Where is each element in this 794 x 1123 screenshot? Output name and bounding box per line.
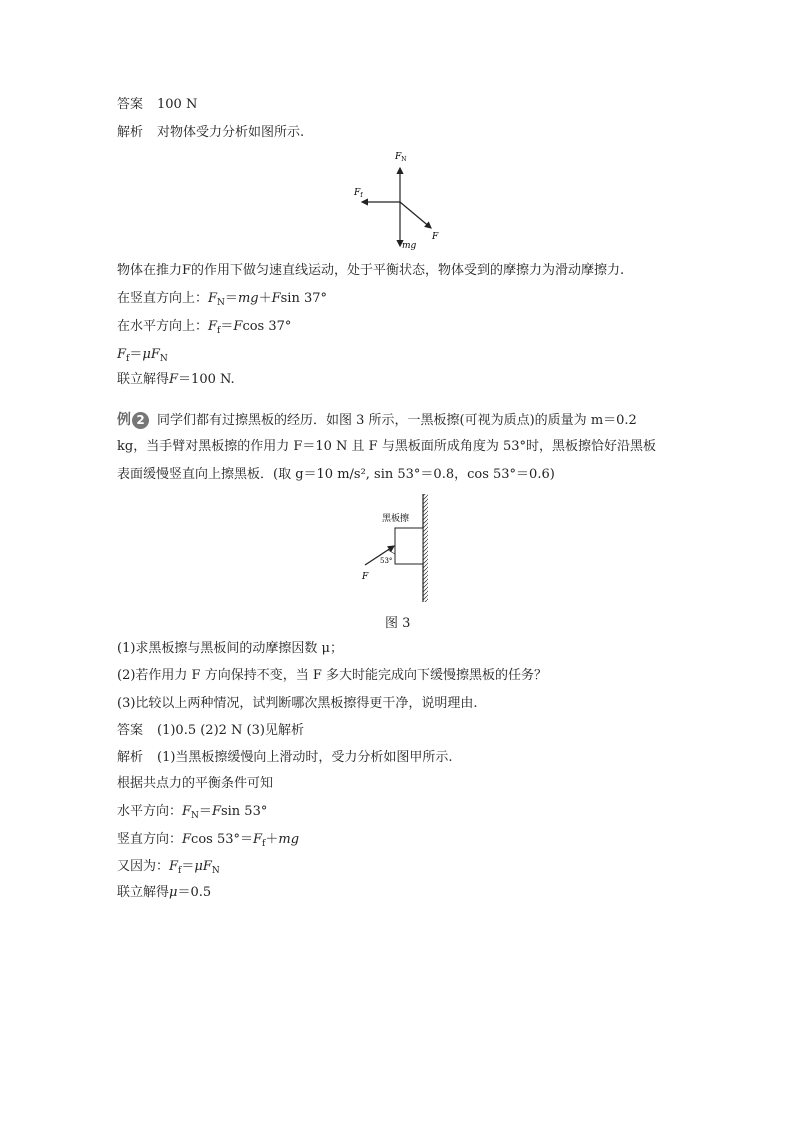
example-badge: 例 2 — [117, 411, 149, 430]
question-2: (2)若作用力 F 方向保持不变，当 F 多大时能完成向下缓慢擦黑板的任务？ — [117, 668, 547, 683]
force-diagram-1 — [340, 146, 450, 256]
question-1: (1)求黑板擦与黑板间的动摩擦因数 μ； — [117, 641, 343, 656]
push-force-arrow — [400, 202, 431, 228]
eraser-block — [395, 528, 423, 564]
analysis-label: 解析 — [117, 750, 144, 765]
mg-label: mg — [402, 241, 417, 251]
equation-result-2: 联立解得μ＝0.5 — [117, 885, 212, 900]
example-line-3: 表面缓慢竖直向上擦黑板．(取 g＝10 m/s², sin 53°＝0.8，cos 53°＝0.6) — [117, 467, 555, 482]
equation-vertical-2: 竖直方向：Fcos $53^\circ=F_f+mg$ — [117, 832, 300, 849]
f-label: F — [432, 232, 439, 242]
angle-label: 53° — [380, 557, 393, 565]
force-label: F — [362, 572, 369, 582]
analysis-line-2 — [117, 749, 453, 767]
answer-value: 100 N — [157, 97, 198, 112]
equation-friction-2: 又因为：$F_f=\mu F_N$ — [117, 859, 220, 876]
equation-friction: $F_f=\mu F_N$ — [117, 347, 168, 364]
answer-value: (1)0.5 (2)2 N (3)见解析 — [157, 723, 304, 738]
equation-result: 联立解得F＝100 N. — [117, 372, 235, 387]
analysis-line-1 — [117, 124, 304, 142]
text-line: 物体在推力F的作用下做匀速直线运动，处于平衡状态，物体受到的摩擦力为滑动摩擦力. — [117, 263, 625, 278]
answer-line-1 — [117, 96, 197, 114]
answer-label: 答案 — [117, 97, 144, 112]
example-line-1: 例 2 同学们都有过擦黑板的经历．如图 3 所示，一黑板擦(可视为质点)的质量为 m＝0.2 — [117, 412, 637, 428]
analysis-label: 解析 — [117, 125, 144, 140]
blackboard-hatch — [423, 494, 428, 602]
text-line: 根据共点力的平衡条件可知 — [117, 776, 274, 791]
equation-horizontal: 在水平方向上：$F_f=Fcos$ 37° — [117, 319, 292, 336]
example-line-2: kg，当手臂对黑板擦的作用力 F＝10 N 且 F 与黑板面所成角度为 53°时，黑板擦恰好沿黑板 — [117, 439, 656, 454]
angle-arc — [388, 550, 395, 554]
analysis-text: (1)当黑板擦缓慢向上滑动时，受力分析如图甲所示. — [157, 750, 453, 765]
eraser-diagram — [355, 492, 445, 604]
question-3: (3)比较以上两种情况，试判断哪次黑板擦得更干净，说明理由. — [117, 696, 478, 711]
ff-label: $F_f$ — [354, 188, 363, 199]
answer-label: 答案 — [117, 723, 144, 738]
fn-label: $F_N$ — [395, 152, 407, 163]
answer-line-2 — [117, 722, 304, 740]
analysis-text: 对物体受力分析如图所示. — [157, 125, 305, 140]
equation-horizontal-2: 水平方向：$F_N=Fsin$ 53° — [117, 804, 268, 821]
eraser-label: 黑板擦 — [382, 514, 410, 524]
equation-vertical: 在竖直方向上：$F_N=mg+Fsin$ 37° — [117, 291, 328, 308]
figure-caption: 图 3 — [385, 616, 411, 631]
